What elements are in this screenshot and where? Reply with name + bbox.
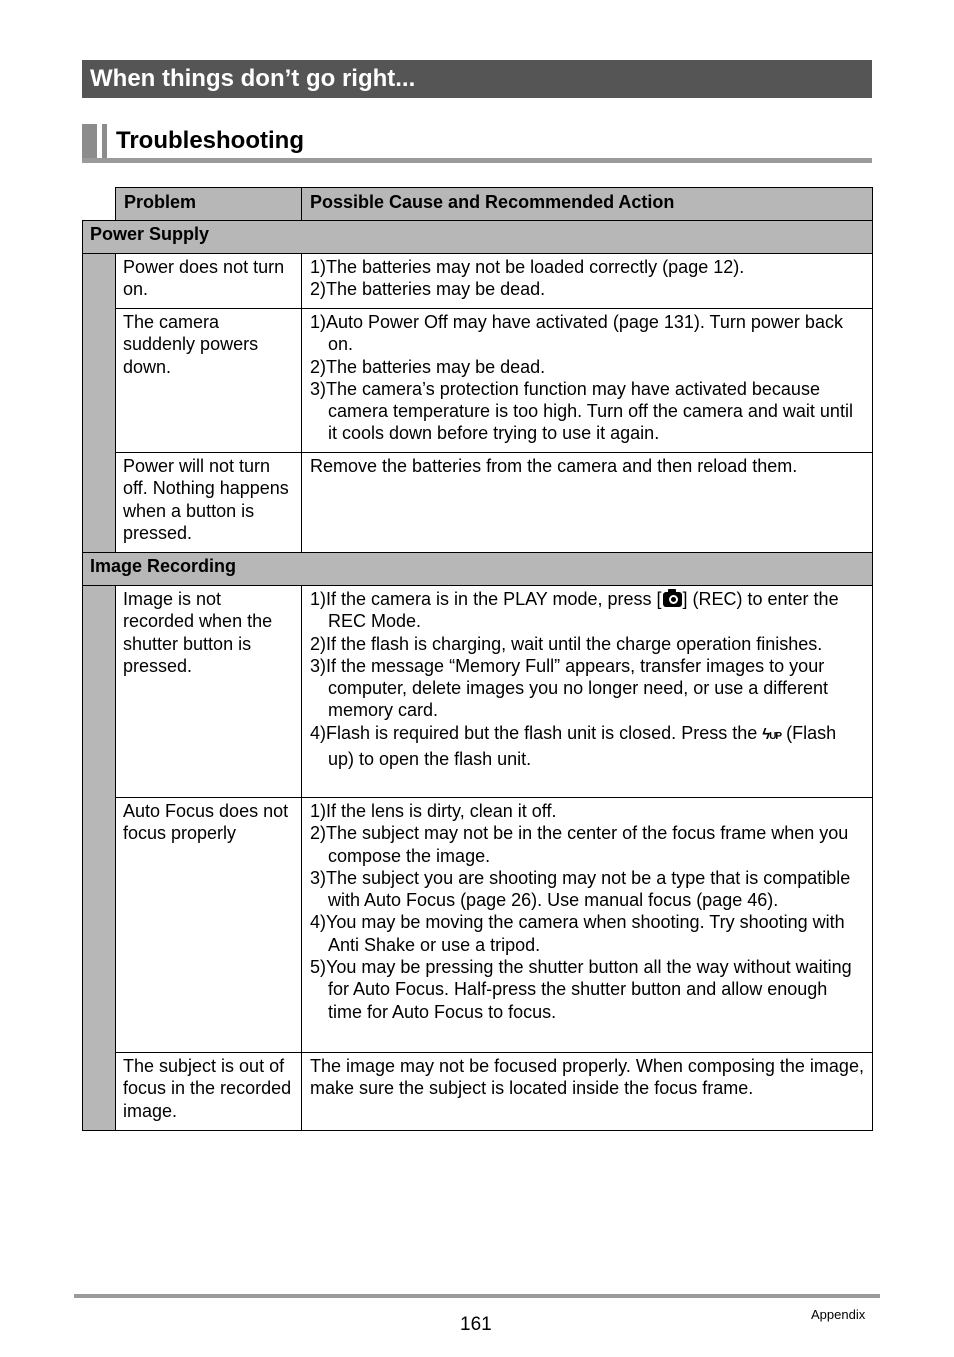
action-item: 3)If the message “Memory Full” appears, transfer images to your computer, delete images you no longer need, or use a different memory card.	[310, 655, 828, 721]
chapter-banner	[82, 60, 872, 98]
action-cell	[302, 254, 873, 309]
category-side-shade	[83, 254, 116, 553]
header-blank-cell	[83, 188, 116, 221]
problem-cell: Power will not turn off. Nothing happens when a button is pressed.	[116, 453, 302, 553]
action-item: 2)The batteries may be dead.	[310, 279, 546, 300]
action-item: 1)If the lens is dirty, clean it off.	[310, 801, 557, 821]
section-heading	[82, 124, 872, 164]
action-item: 2)The subject may not be in the center of the focus frame when you compose the image.	[310, 823, 849, 866]
action-list	[310, 311, 864, 445]
troubleshooting-table	[82, 187, 873, 1131]
action-cell: Remove the batteries from the camera and then reload them.	[302, 453, 873, 553]
table-row	[83, 453, 873, 553]
category-power-supply: Power Supply	[83, 221, 873, 254]
category-row	[83, 221, 873, 254]
action-item: 3)The subject you are shooting may not be a type that is compatible with Auto Focus (page 26). Use manual focus (page 46).	[310, 867, 851, 911]
action-list	[310, 800, 864, 1023]
action-item: 2)The batteries may be dead.	[310, 356, 546, 377]
table-row	[83, 309, 873, 453]
flash-up-icon: ϟUP	[762, 725, 782, 743]
heading-underline	[82, 158, 872, 163]
action-list	[310, 256, 864, 301]
table-row	[83, 586, 873, 798]
problem-cell: The camera suddenly powers down.	[116, 309, 302, 453]
action-list	[310, 588, 864, 770]
action-item: 4)You may be moving the camera when shooting. Try shooting with Anti Shake or use a tripod.	[310, 912, 845, 955]
footer-rule	[74, 1294, 880, 1298]
heading-bar-decoration	[82, 124, 97, 159]
problem-cell: Auto Focus does not focus properly	[116, 798, 302, 1053]
action-cell	[302, 309, 873, 453]
action-text: 1)If the camera is in the PLAY mode, press [	[310, 589, 662, 609]
camera-icon	[663, 592, 682, 607]
section-title: Troubleshooting	[116, 127, 304, 154]
action-cell: The image may not be focused properly. When composing the image, make sure the subject is located inside the focus frame.	[302, 1053, 873, 1131]
category-row	[83, 553, 873, 586]
problem-cell: Image is not recorded when the shutter button is pressed.	[116, 586, 302, 798]
action-text: (Flash up) to open the flash unit.	[328, 722, 837, 770]
header-problem: Problem	[116, 188, 302, 221]
header-action: Possible Cause and Recommended Action	[302, 188, 873, 221]
problem-cell: The subject is out of focus in the recorded image.	[116, 1053, 302, 1131]
footer-section-name: Appendix	[811, 1307, 866, 1322]
action-cell	[302, 586, 873, 798]
action-cell	[302, 798, 873, 1053]
action-item: 3)The camera’s protection function may have activated because camera temperature is too high. Turn off the camera and wait until it cools down before trying to use it again.	[310, 378, 853, 444]
heading-bar-decoration	[102, 124, 107, 159]
action-text: ] (REC) to enter the REC Mode.	[328, 589, 839, 632]
page-number: 161	[460, 1314, 492, 1335]
action-item: 5)You may be pressing the shutter button all the way without waiting for Auto Focus. Half-press the shutter button and allow enough time for Auto Focus to focus.	[310, 957, 852, 1022]
action-item: 1)The batteries may not be loaded correctly (page 12).	[310, 257, 745, 277]
action-item: 2)If the flash is charging, wait until the charge operation finishes.	[310, 633, 823, 654]
action-item: 1)Auto Power Off may have activated (page 131). Turn power back on.	[310, 312, 843, 355]
table-header-row	[83, 188, 873, 221]
table-row	[83, 798, 873, 1053]
problem-cell: Power does not turn on.	[116, 254, 302, 309]
category-side-shade	[83, 586, 116, 1131]
table-row	[83, 254, 873, 309]
chapter-title: When things don’t go right...	[90, 65, 416, 92]
flash-up-label: UP	[769, 730, 782, 742]
action-text: 4)Flash is required but the flash unit is closed. Press the	[310, 722, 763, 743]
action-item	[310, 588, 864, 633]
action-item	[310, 722, 864, 771]
category-image-recording: Image Recording	[83, 553, 873, 586]
table-row	[83, 1053, 873, 1131]
